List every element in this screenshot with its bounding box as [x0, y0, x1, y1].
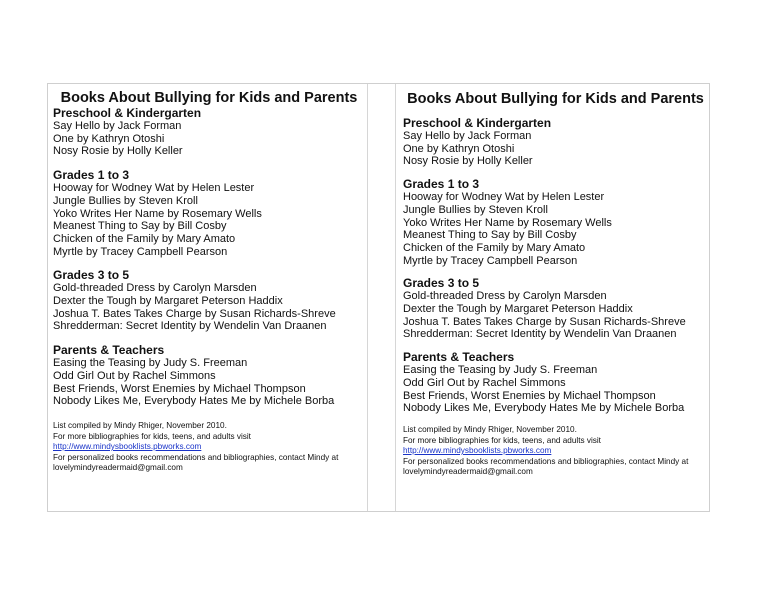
list-item: Shredderman: Secret Identity by Wendelin Van Draanen: [403, 328, 677, 341]
footer-note: [53, 421, 365, 474]
list-item: Hooway for Wodney Wat by Helen Lester: [403, 191, 605, 204]
list-item: Odd Girl Out by Rachel Simmons: [53, 369, 216, 382]
list-item: Joshua T. Bates Takes Charge by Susan Richards-Shreve: [53, 307, 336, 320]
section-grades-1-3: [53, 168, 365, 258]
more-bibliographies: For more bibliographies for kids, teens, and adults visit: [53, 431, 251, 441]
website-link[interactable]: http://www.mindysbooklists.pbworks.com: [403, 446, 552, 456]
section-heading: Parents & Teachers: [53, 343, 165, 358]
section-heading: Preschool & Kindergarten: [53, 106, 202, 120]
section-preschool: [53, 106, 365, 158]
card-title: Books About Bullying for Kids and Parents: [407, 91, 704, 107]
list-item: Dexter the Tough by Margaret Peterson Haddix: [53, 295, 283, 308]
booklist-card-right: [403, 84, 708, 478]
list-item: Nobody Likes Me, Everybody Hates Me by Michele Borba: [403, 402, 685, 415]
list-item: Yoko Writes Her Name by Rosemary Wells: [403, 216, 612, 229]
list-item: Myrtle by Tracey Campbell Pearson: [403, 254, 578, 267]
list-item: One by Kathryn Otoshi: [403, 142, 515, 155]
section-heading: Grades 3 to 5: [403, 276, 480, 291]
more-bibliographies: For more bibliographies for kids, teens, and adults visit: [403, 435, 601, 445]
compiled-by: List compiled by Mindy Rhiger, November 2010.: [53, 420, 227, 430]
list-item: Chicken of the Family by Mary Amato: [403, 241, 586, 254]
section-heading: Preschool & Kindergarten: [403, 116, 552, 130]
bookmark-table: [47, 83, 710, 512]
list-item: Nosy Rosie by Holly Keller: [53, 145, 183, 158]
list-item: Gold-threaded Dress by Carolyn Marsden: [403, 290, 607, 303]
section-grades-1-3: [403, 177, 708, 267]
list-item: Jungle Bullies by Steven Kroll: [403, 203, 548, 216]
booklist-card-left: [53, 84, 365, 474]
section-heading: Grades 1 to 3: [403, 177, 480, 192]
list-item: Easing the Teasing by Judy S. Freeman: [403, 364, 598, 377]
footer-note: [403, 425, 708, 478]
personalized-note: For personalized books recommendations and bibliographies, contact Mindy at: [53, 452, 339, 462]
contact-email: lovelymindyreadermaid@gmail.com: [403, 467, 533, 477]
list-item: Best Friends, Worst Enemies by Michael Thompson: [53, 382, 306, 395]
section-heading: Grades 1 to 3: [53, 168, 130, 183]
list-item: Joshua T. Bates Takes Charge by Susan Richards-Shreve: [403, 315, 686, 328]
list-item: Gold-threaded Dress by Carolyn Marsden: [53, 282, 257, 295]
section-heading: Parents & Teachers: [403, 350, 515, 365]
list-item: Hooway for Wodney Wat by Helen Lester: [53, 182, 255, 195]
contact-email: lovelymindyreadermaid@gmail.com: [53, 463, 183, 473]
list-item: Dexter the Tough by Margaret Peterson Haddix: [403, 303, 633, 316]
section-grades-3-5: [403, 276, 708, 341]
list-item: Meanest Thing to Say by Bill Cosby: [53, 220, 227, 233]
list-item: Odd Girl Out by Rachel Simmons: [403, 376, 566, 389]
column-divider: [395, 84, 396, 511]
list-item: Chicken of the Family by Mary Amato: [53, 232, 236, 245]
list-item: Shredderman: Secret Identity by Wendelin Van Draanen: [53, 320, 327, 333]
section-parents-teachers: [53, 343, 365, 408]
list-item: Nosy Rosie by Holly Keller: [403, 155, 533, 168]
list-item: Yoko Writes Her Name by Rosemary Wells: [53, 207, 262, 220]
personalized-note: For personalized books recommendations and bibliographies, contact Mindy at: [403, 456, 689, 466]
section-heading: Grades 3 to 5: [53, 268, 130, 283]
list-item: Best Friends, Worst Enemies by Michael Thompson: [403, 389, 656, 402]
column-divider: [367, 84, 368, 511]
list-item: Say Hello by Jack Forman: [403, 130, 532, 142]
compiled-by: List compiled by Mindy Rhiger, November 2010.: [403, 424, 577, 434]
list-item: Myrtle by Tracey Campbell Pearson: [53, 245, 228, 258]
card-title: Books About Bullying for Kids and Parents: [60, 90, 358, 106]
section-preschool: [403, 116, 708, 168]
list-item: Meanest Thing to Say by Bill Cosby: [403, 229, 577, 242]
section-parents-teachers: [403, 350, 708, 415]
list-item: Easing the Teasing by Judy S. Freeman: [53, 357, 248, 370]
list-item: Say Hello by Jack Forman: [53, 120, 182, 132]
section-grades-3-5: [53, 268, 365, 333]
website-link[interactable]: http://www.mindysbooklists.pbworks.com: [53, 442, 202, 452]
list-item: Nobody Likes Me, Everybody Hates Me by Michele Borba: [53, 395, 335, 408]
list-item: Jungle Bullies by Steven Kroll: [53, 194, 198, 207]
list-item: One by Kathryn Otoshi: [53, 132, 165, 145]
